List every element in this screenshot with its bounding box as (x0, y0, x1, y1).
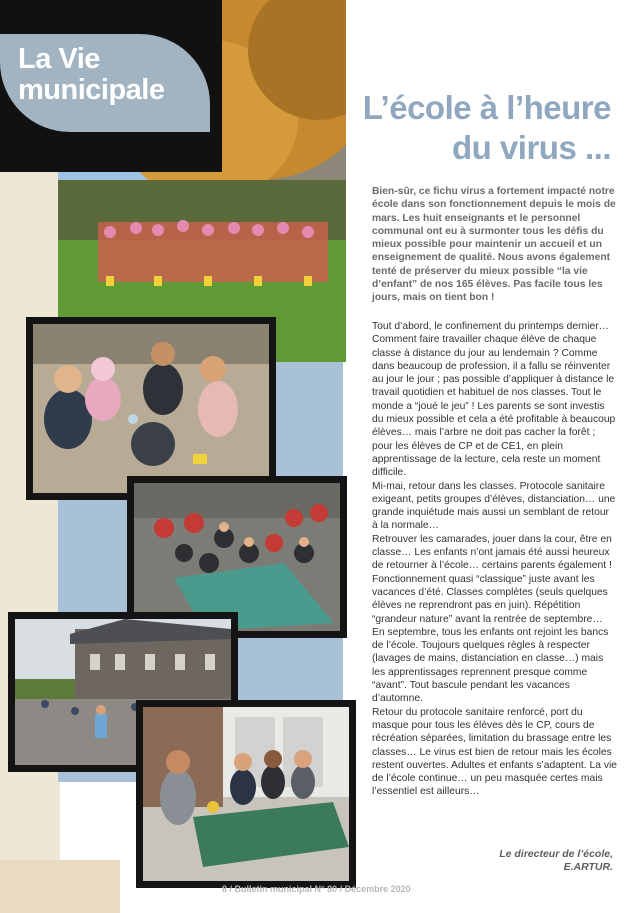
page-footer: 8 / Bulletin municipal N° 80 / Décembre 2020 (222, 884, 411, 894)
section-title-line2: municipale (18, 74, 165, 106)
body-paragraph: Retrouver les camarades, jouer dans la cour, être en classe… Les enfants n’ont jamais été aussi heureux de retourner à l’école… certains parents également ! (372, 533, 612, 572)
section-title-line1: La Vie (18, 43, 100, 75)
article-signature (499, 848, 613, 874)
article-body (372, 320, 617, 799)
body-paragraph: Mi-mai, retour dans les classes. Protocole sanitaire exigeant, petits groupes d’élèves, distanciation… une grande inquiétude mais aussi un semblant de retour à la normale… (372, 480, 616, 532)
cream-corner-decoration (0, 860, 120, 913)
intro-paragraph: Bien-sûr, ce fichu virus a fortement impacté notre école dans son fonctionnement depuis le mois de mars. Les huit enseignants et le personnel communal ont eu à surmonter tous les défis du mieux possible pour maintenir un accueil et un enseignement de qualité. Nous avons également tenté de préserver du mieux possible “la vie d’enfant” de nos 165 élèves. Pas facile tous les jours, mais on tient bon ! (372, 186, 616, 304)
headline-line1: L’école à l’heure (362, 89, 611, 126)
children-bubbles-photo (26, 317, 276, 500)
section-title (18, 44, 165, 106)
body-paragraph: Fonctionnement quasi “classique” juste avant les vacances d’été. Classes complètes (seuls quelques élèves ne reprendront pas en juin). Répétition “grandeur nature” avant la rentrée de septembre… (372, 573, 608, 625)
ping-pong-photo (136, 700, 356, 888)
signature-line2: E.ARTUR. (563, 861, 613, 873)
headline-line2: du virus ... (451, 129, 611, 166)
body-paragraph: Tout d’abord, le confinement du printemps dernier… Comment faire travailler chaque élève de chaque classe à distance du jour au lendemain ? Comme dans beaucoup de profession, il a fallu se réinventer au jour le jour ; pas possible d’appliquer à distance le travail quotidien et habituel de nos classes. Tout le monde a “joué le jeu” ! Les parents se sont investis du mieux possible et cela a été profitable à beaucoup élèves… mais l’arbre ne doit pas cacher la forêt ; pour les élèves de CP et de CE1, en plein apprentissage de la lecture, cela reste un moment difficile. (372, 321, 616, 479)
body-paragraph: En septembre, tous les enfants ont rejoint les bancs de l’école. Toujours quelques règles à respecter (lavages de mains, distanciation en classe…) mais les apprentissages reprennent presque comme “avant”. Tout bascule pendant les vacances d’automne. (372, 626, 609, 705)
body-paragraph: Retour du protocole sanitaire renforcé, port du masque pour tous les élèves dès le CP, cours de récréation séparées, limitation du brassage entre les classes… Le virus est bien de retour mais les écoles restent ouvertes. Adultes et enfants s’adaptent. La vie de l’école continue… un peu masquée certes mais l’essentiel est ailleurs… (372, 706, 617, 798)
signature-line1: Le directeur de l’école, (499, 848, 613, 860)
article-headline (311, 88, 611, 168)
